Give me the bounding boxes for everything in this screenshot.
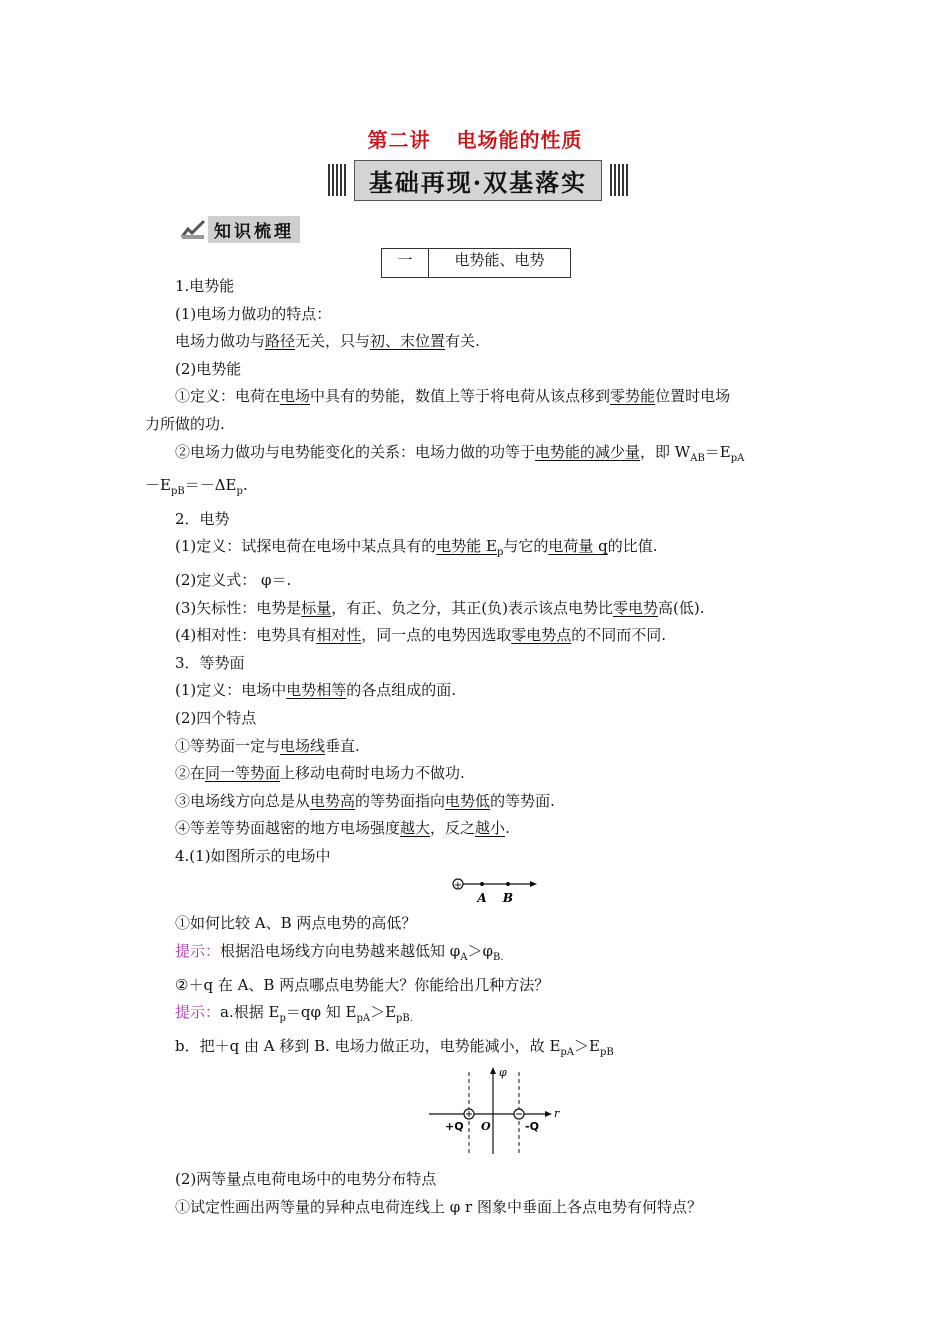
field-line-figure — [145, 870, 810, 910]
hint-label: 提示： — [175, 942, 221, 961]
section-tag-text: 知识梳理 — [208, 216, 300, 243]
line: 1.电势能 — [175, 277, 235, 295]
line: 3．等势面 — [175, 653, 245, 672]
line: $-E_{pB}=-\Delta E_p$. — [145, 476, 248, 498]
line: (1)定义：电场中电势相等的各点组成的面. — [175, 681, 457, 700]
line: 提示：a.根据 $E_p=q\varphi$ 知 $E_{pA}>E_{pB.}$ — [175, 1003, 413, 1025]
banner-right-bars — [610, 164, 628, 196]
line: 电场力做功与路径无关，只与初、末位置有关. — [175, 332, 480, 351]
toc-number: 一 — [382, 249, 429, 277]
line: b．把＋q 由 A 移到 B. 电场力做正功，电势能减小，故 $E_{pA}>E_{pB}$ — [175, 1036, 614, 1058]
section-banner — [328, 162, 628, 198]
line: ②＋q 在 A、B 两点哪点电势能大？你能给出几种方法？ — [175, 975, 550, 994]
line: ③电场线方向总是从电势高的等势面指向电势低的等势面. — [175, 791, 555, 810]
line: ②在同一等势面上移动电荷时电场力不做功. — [175, 764, 465, 783]
point-b-label: B — [502, 891, 514, 906]
line: 提示：根据沿电场线方向电势越来越低知 $\varphi_A>\varphi_{B.}$ — [175, 942, 504, 964]
r-axis-label: r — [554, 1107, 560, 1121]
main-content — [145, 273, 810, 1222]
title-part2: 电场能的性质 — [456, 128, 583, 152]
line: (1)定义：试探电荷在电场中某点具有的电势能 $E_p$与它的电荷量 q的比值. — [175, 537, 658, 559]
line: 力所做的功. — [145, 414, 225, 433]
line: ④等差等势面越密的地方电场强度越大，反之越小. — [175, 819, 510, 838]
minus-q-label: -Q — [525, 1120, 539, 1134]
pen-check-icon — [180, 219, 208, 241]
line: 4.(1)如图所示的电场中 — [175, 846, 331, 865]
line: ①等势面一定与电场线垂直. — [175, 736, 360, 755]
line: (2)电势能 — [175, 359, 242, 378]
potential-graph-figure — [145, 1066, 810, 1166]
line: (2)两等量点电荷电场中的电势分布特点 — [175, 1170, 437, 1189]
banner-text: 基础再现·双基落实 — [354, 160, 602, 201]
plus-q-label: +Q — [445, 1120, 464, 1134]
line: ①如何比较 A、B 两点电势的高低？ — [175, 914, 417, 933]
line: (1)电场力做功的特点： — [175, 304, 332, 323]
line: (3)矢标性：电势是标量，有正、负之分，其正(负)表示该点电势比零电势高(低). — [175, 598, 705, 617]
line: (2)四个特点 — [175, 708, 257, 727]
positive-charge-symbol: + — [453, 880, 463, 892]
line: (4)相对性：电势具有相对性，同一点的电势因选取零电势点的不同而不同. — [175, 626, 667, 645]
line: ②电场力做功与电势能变化的关系：电场力做的功等于电势能的减少量，即 $W_{AB}=E_{pA}$ — [175, 442, 745, 464]
hint-label: 提示： — [175, 1003, 221, 1022]
toc-label: 电势能、电势 — [454, 251, 545, 269]
line: 2．电势 — [175, 509, 230, 528]
line: ①试定性画出两等量的异种点电荷连线上 φ r 图象中垂面上各点电势有何特点？ — [175, 1198, 702, 1217]
line: (2)定义式： φ＝. — [175, 570, 292, 589]
origin-label: O — [481, 1120, 491, 1134]
phi-axis-label: φ — [499, 1066, 507, 1080]
line: ①定义：电荷在电场中具有的势能，数值上等于将电荷从该点移到零势能位置时电场 — [175, 387, 731, 406]
title-part1: 第二讲 — [367, 128, 431, 152]
page-title — [0, 124, 950, 153]
section-tag — [180, 216, 300, 243]
banner-left-bars — [328, 164, 346, 196]
point-a-label: A — [477, 891, 487, 906]
